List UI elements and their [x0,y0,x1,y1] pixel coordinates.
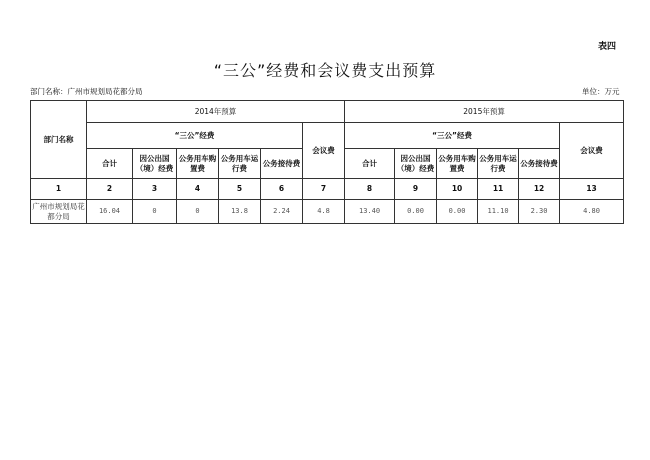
table-number: 表四 [598,42,617,52]
cell-value: 0.00 [395,200,437,224]
column-number-row [31,179,624,200]
header-total-2014: 合计 [87,149,133,179]
col-number: 5 [219,179,261,200]
page-title: “三公”经费和会议费支出预算 [213,61,437,80]
header-dept-name: 部门名称 [31,101,87,179]
cell-value: 0 [133,200,177,224]
budget-table [30,100,624,224]
cell-value: 4.8 [303,200,345,224]
col-number: 4 [177,179,219,200]
cell-value: 13.40 [345,200,395,224]
header-budget-2014: 2014年预算 [87,101,345,123]
header-sangong-2014: “三公”经费 [87,123,303,149]
col-number: 1 [31,179,87,200]
col-number: 7 [303,179,345,200]
table-row [31,200,624,224]
header-abroad-2014: 因公出国（境）经费 [133,149,177,179]
header-car-run-2015: 公务用车运行费 [478,149,519,179]
cell-value: 0 [177,200,219,224]
header-meeting-2014: 会议费 [303,123,345,179]
header-reception-2014: 公务接待费 [261,149,303,179]
header-reception-2015: 公务接待费 [519,149,560,179]
header-car-run-2014: 公务用车运行费 [219,149,261,179]
header-car-purchase-2015: 公务用车购置费 [437,149,478,179]
col-number: 8 [345,179,395,200]
header-sangong-2015: “三公”经费 [345,123,560,149]
col-number: 3 [133,179,177,200]
col-number: 13 [560,179,624,200]
col-number: 12 [519,179,560,200]
col-number: 6 [261,179,303,200]
col-number: 11 [478,179,519,200]
col-number: 9 [395,179,437,200]
col-number: 2 [87,179,133,200]
cell-value: 16.04 [87,200,133,224]
unit-line: 单位：万元 [582,87,620,96]
row-dept-name: 广州市规划局花都分局 [31,200,87,224]
cell-value: 13.8 [219,200,261,224]
header-car-purchase-2014: 公务用车购置费 [177,149,219,179]
header-meeting-2015: 会议费 [560,123,624,179]
department-line: 部门名称：广州市规划局花都分局 [30,87,143,96]
col-number: 10 [437,179,478,200]
cell-value: 11.10 [478,200,519,224]
cell-value: 0.00 [437,200,478,224]
header-abroad-2015: 因公出国（境）经费 [395,149,437,179]
cell-value: 2.24 [261,200,303,224]
header-total-2015: 合计 [345,149,395,179]
header-budget-2015: 2015年预算 [345,101,624,123]
cell-value: 2.30 [519,200,560,224]
cell-value: 4.80 [560,200,624,224]
